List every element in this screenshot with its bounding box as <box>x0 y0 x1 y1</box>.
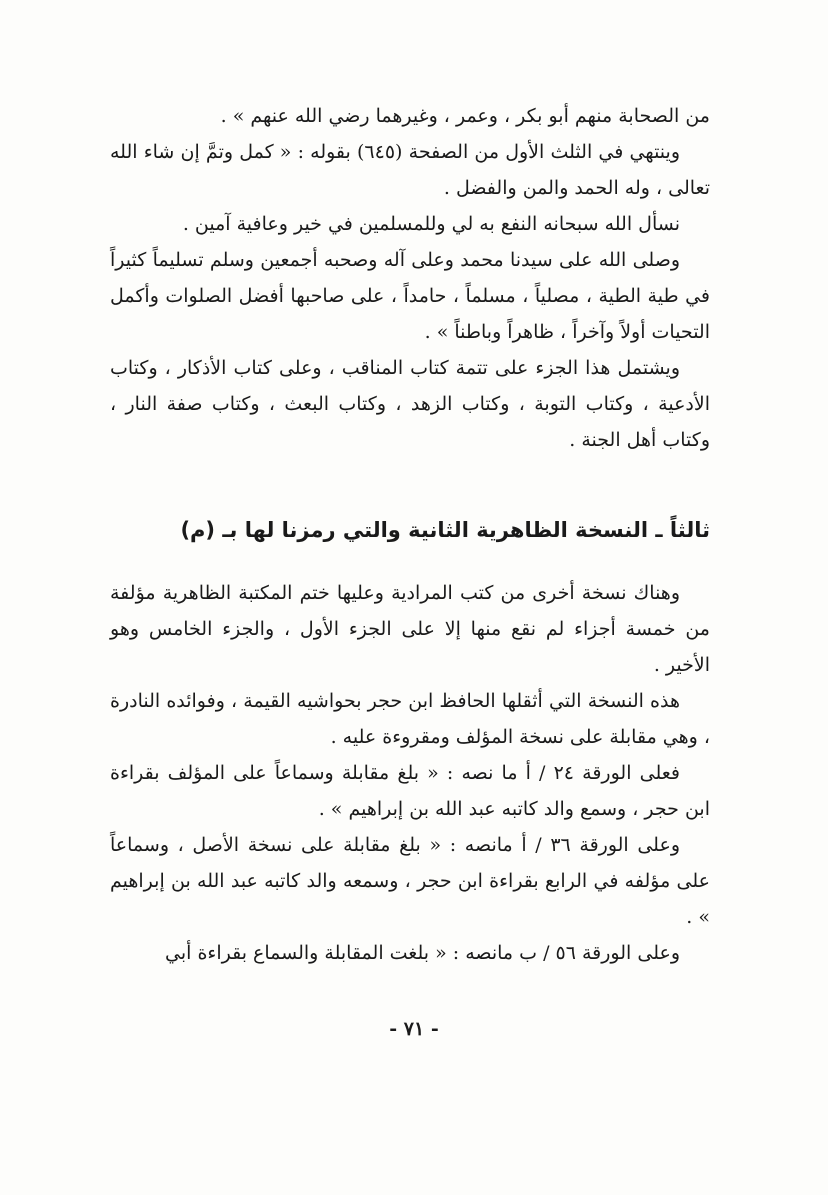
paragraph-contents: ويشتمل هذا الجزء على تتمة كتاب المناقب ، وعلى كتاب الأذكار ، وكتاب الأدعية ، وكتاب التوبة ، وكتاب الزهد ، وكتاب البعث ، وكتاب صفة النار ، وكتاب أهل الجنة . <box>110 357 710 451</box>
paragraph-manuscript-intro: وهناك نسخة أخرى من كتب المرادية وعليها ختم المكتبة الظاهرية مؤلفة من خمسة أجزاء لم نقع منها إلا على الجزء الأول ، والجزء الخامس وهو الأخير . <box>110 582 710 676</box>
paragraph-supplication: نسأل الله سبحانه النفع به لي وللمسلمين في خير وعافية آمين . <box>182 213 680 235</box>
paragraph-salutation: وصلى الله على سيدنا محمد وعلى آله وصحبه أجمعين وسلم تسليماً كثيراً في طية الطية ، مصلياً ، مسلماً ، حامداً ، على صاحبها أفضل الصلوات وأكمل التحيات أولاً وآخراً ، ظاهراً وباطناً » . <box>110 249 710 343</box>
page-number: - ٧١ - <box>389 1018 439 1040</box>
paragraph-ibn-hajar-notes: هذه النسخة التي أثقلها الحافظ ابن حجر بحواشيه القيمة ، وفوائده النادرة ، وهي مقابلة على نسخة المؤلف ومقروءة عليه . <box>110 690 710 748</box>
top-text-block <box>110 98 710 458</box>
bottom-text-block <box>110 575 710 971</box>
paragraph-folio-36: وعلى الورقة ٣٦ / أ مانصه : « بلغ مقابلة على نسخة الأصل ، وسماعاً على مؤلفه في الرابع بقراءة ابن حجر ، وسمعه والد كاتبه عبد الله بن إبراهيم » . <box>110 834 710 928</box>
section-heading: ثالثاً ـ النسخة الظاهرية الثانية والتي رمزنا لها بـ (م) <box>180 518 710 542</box>
paragraph-companions: من الصحابة منهم أبو بكر ، وعمر ، وغيرهما رضي الله عنهم » . <box>220 105 710 127</box>
paragraph-ending-page: وينتهي في الثلث الأول من الصفحة (٦٤٥) بقوله : « كمل وتمَّ إن شاء الله تعالى ، وله الحمد والمن والفضل . <box>110 141 710 199</box>
paragraph-folio-24: فعلى الورقة ٢٤ / أ ما نصه : « بلغ مقابلة وسماعاً على المؤلف بقراءة ابن حجر ، وسمع والد كاتبه عبد الله بن إبراهيم » . <box>110 762 710 820</box>
paragraph-folio-56: وعلى الورقة ٥٦ / ب مانصه : « بلغت المقابلة والسماع بقراءة أبي <box>165 942 680 964</box>
